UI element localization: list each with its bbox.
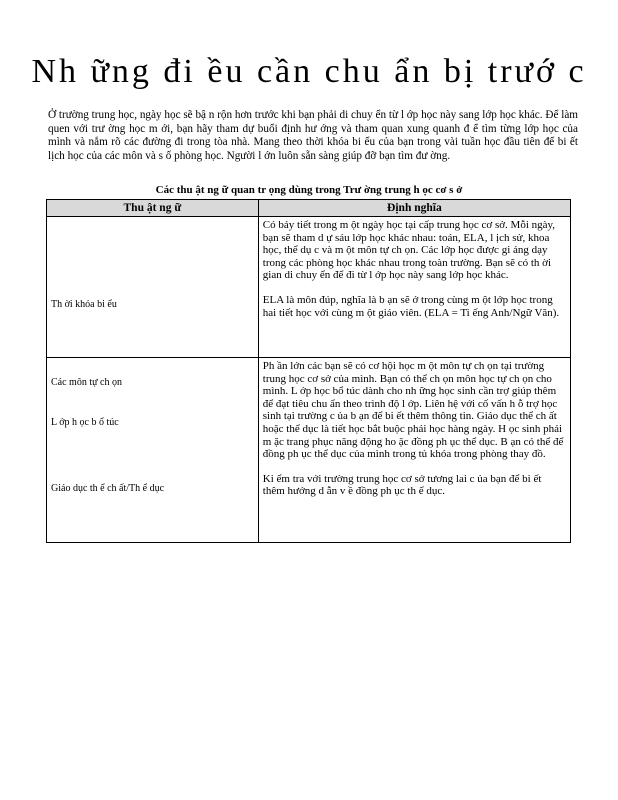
header-term: Thu ật ng ữ	[47, 200, 259, 217]
page-title: Nh ững đi ều cần chu ẩn bị trướ c	[31, 53, 587, 90]
definition-schedule-p1: Có bảy tiết trong m ột ngày học tại cấp trung học cơ sở. Mỗi ngày, bạn sẽ tham d ự sáu lớp học khác nhau: toán, ELA, l ịch sử, khoa học, thể dụ c và m ột môn tự ch ọn. Các lớp học được gi ảng dạy trong các phòng học khác nhau trong toàn trường. Bạn sẽ có th ời gian di chuy ển để đi từ l ớp học này sang lớp học khác.	[262, 219, 556, 282]
table-row	[47, 217, 571, 358]
term-physical-education: Giáo dục th ể ch ất/Th ể dục	[51, 483, 165, 495]
term-electives: Các môn tự ch ọn	[51, 377, 122, 388]
terms-table	[46, 199, 571, 543]
header-definition: Định nghĩa	[258, 200, 570, 217]
table-caption: Các thu ật ng ữ quan tr ọng dùng trong Trư ờng trung h ọc cơ s ở	[155, 184, 463, 196]
definition-cell	[258, 358, 570, 543]
term-remedial-class: L ớp h ọc b ổ túc	[51, 416, 119, 428]
term-schedule: Th ời khóa bi ểu	[51, 299, 117, 310]
intro-paragraph: Ở trường trung học, ngày học sẽ bậ n rộn hơn trước khi bạn phải di chuy ển từ l ớp học này sang lớp học khác. Để làm quen với trư ờng học m ới, bạn hãy tham dự buổi định hư ớng và tham quan xung quanh đ ể tìm từng lớp học của mình và nắm rõ các đường đi trong tòa nhà. Mang theo thời khóa bi ểu của bạn trong vài tuần học đầu tiên để bi ết lịch học của các môn và s ố phòng học. Người l ớn luôn sẵn sàng giúp đỡ bạn tìm đư ờng.	[48, 109, 578, 162]
table-row	[47, 358, 571, 543]
definition-schedule-p2: ELA là môn đúp, nghĩa là b ạn sẽ ở trong cùng m ột lớp học trong hai tiết học với cùng m ột giáo viên. (ELA = Ti ếng Anh/Ngữ Văn).	[262, 293, 560, 319]
table-header-row	[47, 200, 571, 217]
definition-electives-p2: Ki ểm tra với trường trung học cơ sở tương lai c ủa bạn để bi ết thêm hướng d ẫn v ề đồng ph ục th ể dục.	[262, 472, 542, 498]
definition-electives-p1: Ph ần lớn các bạn sẽ có cơ hội học m ột môn tự ch ọn tại trường trung học cơ sở của mình. Bạn có thể ch ọn môn học tự ch ọn cho mình. L ớp học bổ túc dành cho nh ững học sinh cần trợ giúp thêm để đạt tiêu chu ẩn theo trình độ l ớp. Liên hệ với cố vấn h ỗ trợ học sinh tại trường c ủa b ạn để bi ết thêm thông tin. Giáo dục thể ch ất hoặc thể dục là tiết học bắt buộc phải học hàng ngày. H ọc sinh phải m ặc trang phục năng động ho ặc đồng ph ục thể dục. B ạn có thể để đồng ph ục thể dục của mình trong tủ khóa trong phòng thay đồ.	[262, 360, 564, 461]
definition-cell	[258, 217, 570, 358]
term-cell	[47, 217, 259, 358]
term-cell	[47, 358, 259, 543]
